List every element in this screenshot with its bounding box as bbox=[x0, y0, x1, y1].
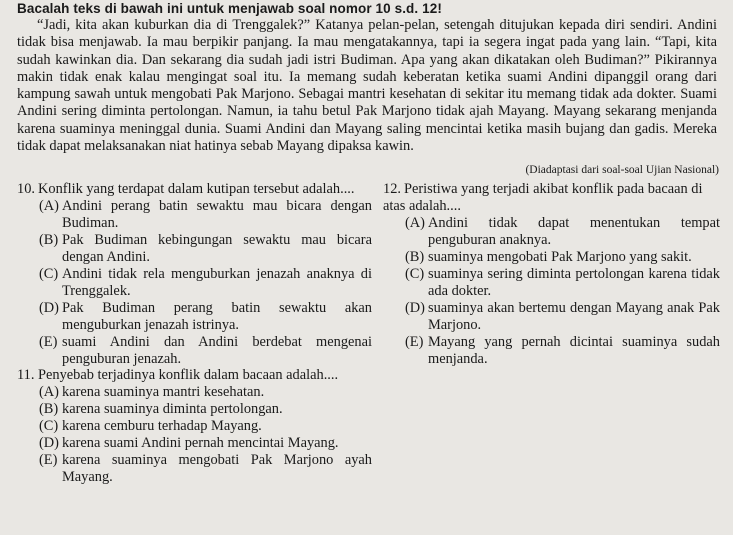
question-stem bbox=[17, 181, 372, 198]
source-note: (Diadaptasi dari soal-soal Ujian Nasional) bbox=[525, 164, 719, 176]
option-label: (A) bbox=[39, 384, 59, 400]
question-number: 11. bbox=[17, 367, 35, 383]
option-label: (B) bbox=[39, 232, 59, 248]
option-e[interactable] bbox=[39, 334, 372, 368]
question-text: Konflik yang terdapat dalam kutipan tersebut adalah.... bbox=[38, 181, 355, 197]
option-label: (C) bbox=[39, 418, 59, 434]
option-text: suami Andini dan Andini berdebat mengenai penguburan jenazah. bbox=[62, 334, 372, 367]
option-text: karena suami Andini pernah mencintai Mayang. bbox=[62, 435, 339, 451]
option-label: (E) bbox=[39, 452, 58, 468]
option-text: suaminya sering diminta pertolongan karena tidak ada dokter. bbox=[428, 266, 720, 299]
option-text: Mayang yang pernah dicintai suaminya sudah menjanda. bbox=[428, 334, 720, 367]
option-b[interactable] bbox=[39, 401, 372, 418]
passage-paragraph: “Jadi, kita akan kuburkan dia di Trenggalek?” Katanya pelan-pelan, setengah ditujukan kepada diri sendiri. Andini tidak bisa menjawab. Ia mau berpikir panjang. Ia mau mengatakannya, tapi ia segera ingat pada yang lain. “Tapi, kita sudah kawinkan dia. Dan sekarang dia sudah jadi istri Budiman. Apa yang akan dikatakan oleh Budiman?” Pikirannya makin tidak enak kalau mengingat soal itu. Ia memang sudah keberatan ketika suami Andini dipanggil orang dari kampung sawah untuk mengobati Pak Marjono. Sebagai mantri kesehatan di sekitar itu memang tidak ada dokter. Suami Andini sering diminta pertolongan. Namun, ia tahu betul Pak Marjono tidak ajah Mayang. Mayang sekarang menjanda karena suaminya meninggal dunia. Suami Andini dan Mayang saling mencintai ketika masih bujang dan gadis. Mereka tidak dapat melaksanakan niat hatinya sebab Mayang dipaksa kawin. bbox=[17, 17, 717, 155]
option-d[interactable] bbox=[405, 300, 720, 334]
option-e[interactable] bbox=[39, 452, 372, 486]
option-text: karena suaminya mantri kesehatan. bbox=[62, 384, 265, 400]
option-label: (A) bbox=[405, 215, 425, 231]
question-10 bbox=[17, 181, 372, 368]
option-label: (E) bbox=[405, 334, 424, 350]
question-number: 10. bbox=[17, 181, 35, 197]
question-stem bbox=[17, 367, 372, 384]
instruction-header: Bacalah teks di bawah ini untuk menjawab soal nomor 10 s.d. 12! bbox=[17, 1, 442, 16]
option-b[interactable] bbox=[39, 232, 372, 266]
question-11 bbox=[17, 367, 372, 486]
option-e[interactable] bbox=[405, 334, 720, 368]
question-stem bbox=[383, 181, 720, 215]
option-label: (B) bbox=[405, 249, 425, 265]
option-text: karena cemburu terhadap Mayang. bbox=[62, 418, 262, 434]
option-text: Andini tidak dapat menentukan tempat penguburan anaknya. bbox=[428, 215, 720, 248]
option-label: (C) bbox=[405, 266, 425, 282]
option-b[interactable] bbox=[405, 249, 720, 266]
option-text: Andini perang batin sewaktu mau bicara dengan Budiman. bbox=[62, 198, 372, 231]
option-label: (D) bbox=[405, 300, 425, 316]
reading-passage bbox=[17, 17, 717, 155]
option-a[interactable] bbox=[39, 384, 372, 401]
option-a[interactable] bbox=[39, 198, 372, 232]
option-label: (D) bbox=[39, 435, 59, 451]
option-d[interactable] bbox=[39, 300, 372, 334]
option-label: (D) bbox=[39, 300, 59, 316]
option-c[interactable] bbox=[405, 266, 720, 300]
option-text: karena suaminya diminta pertolongan. bbox=[62, 401, 283, 417]
option-text: suaminya akan bertemu dengan Mayang anak Pak Marjono. bbox=[428, 300, 720, 333]
option-label: (C) bbox=[39, 266, 59, 282]
option-c[interactable] bbox=[39, 266, 372, 300]
option-text: Andini tidak rela menguburkan jenazah anaknya di Trenggalek. bbox=[62, 266, 372, 299]
option-label: (B) bbox=[39, 401, 59, 417]
option-label: (E) bbox=[39, 334, 58, 350]
option-label: (A) bbox=[39, 198, 59, 214]
question-text: Penyebab terjadinya konflik dalam bacaan adalah.... bbox=[38, 367, 339, 383]
option-c[interactable] bbox=[39, 418, 372, 435]
option-text: suaminya mengobati Pak Marjono yang sakit. bbox=[428, 249, 692, 265]
option-text: karena suaminya mengobati Pak Marjono ayah Mayang. bbox=[62, 452, 372, 485]
option-d[interactable] bbox=[39, 435, 372, 452]
question-12 bbox=[383, 181, 720, 368]
option-a[interactable] bbox=[405, 215, 720, 249]
question-text: Peristiwa yang terjadi akibat konflik pada bacaan di atas adalah.... bbox=[383, 181, 703, 214]
option-text: Pak Budiman perang batin sewaktu akan menguburkan jenazah istrinya. bbox=[62, 300, 372, 333]
question-number: 12. bbox=[383, 181, 401, 197]
option-text: Pak Budiman kebingungan sewaktu mau bicara dengan Andini. bbox=[62, 232, 372, 265]
